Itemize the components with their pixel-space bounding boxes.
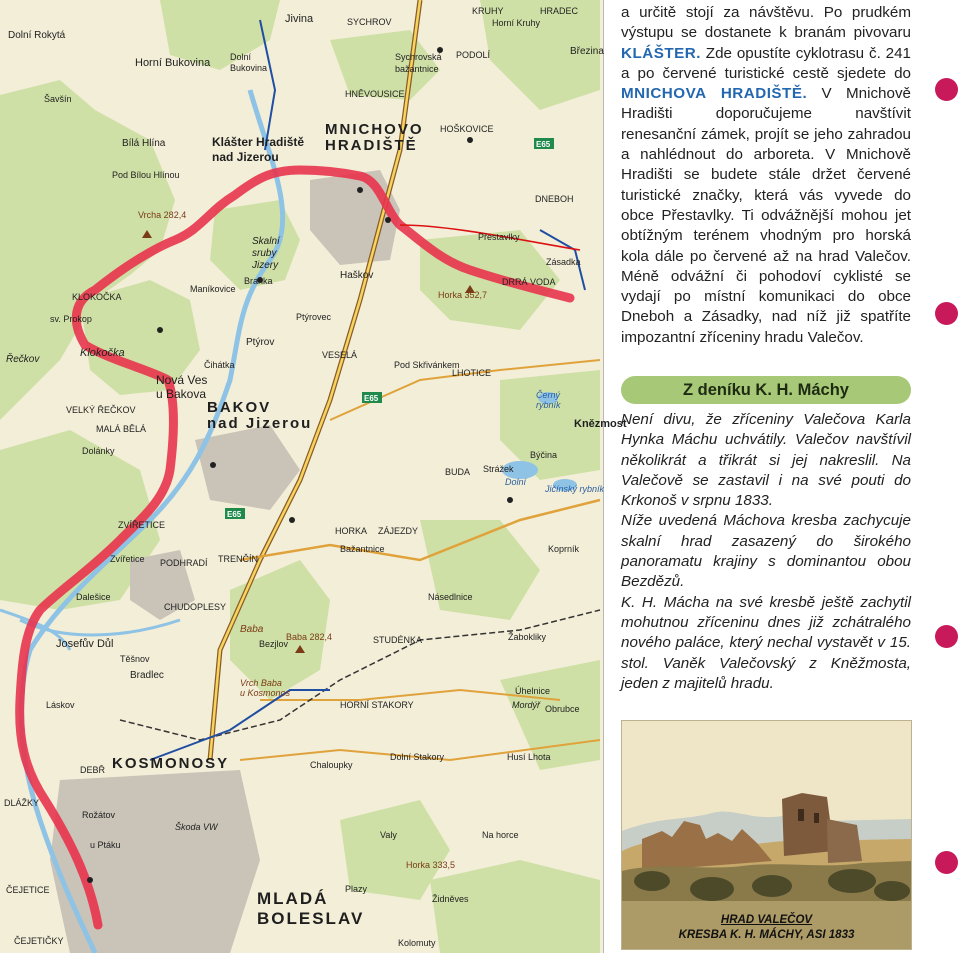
map-label: TRENČÍN	[218, 554, 258, 564]
map-label: u Kosmonos	[240, 688, 291, 698]
map-label: BOLESLAV	[257, 909, 365, 928]
map-label: Husí Lhota	[507, 752, 551, 762]
diary-title: Z deníku K. H. Máchy	[683, 380, 849, 399]
caption-line: HRAD VALEČOV	[720, 914, 813, 926]
map-label: Dolní Rokytá	[8, 30, 66, 41]
map-label: HRADEC	[540, 6, 579, 16]
map-label: Jizery	[252, 260, 279, 271]
map-label: Černý	[536, 390, 561, 400]
poi-marker	[385, 217, 391, 223]
poi-marker	[289, 517, 295, 523]
map-label: PODOLÍ	[456, 50, 491, 60]
map-label: Klášter Hradiště	[212, 135, 305, 149]
map-label: Dolní	[230, 52, 252, 62]
map-label: Bezjlov	[259, 639, 289, 649]
map-label: Sychrovská	[395, 52, 442, 62]
map-label: Koprník	[548, 544, 580, 554]
intro-paragraph	[621, 3, 911, 348]
map-label: Ptýrovec	[296, 312, 332, 322]
map-label: nad Jizerou	[207, 415, 313, 432]
map-label: Dolánky	[82, 446, 115, 456]
diary-section-header	[621, 376, 911, 404]
road	[240, 500, 600, 560]
map-label: Mordýř	[512, 700, 541, 710]
map-label: MNICHOVO	[325, 121, 424, 138]
map-label: Branka	[244, 276, 273, 286]
map-label: BAKOV	[207, 399, 272, 416]
map-label: HOŠKOVICE	[440, 124, 494, 134]
decorative-dot	[935, 851, 958, 874]
valecov-sketch-image	[621, 720, 912, 950]
map-label: Chaloupky	[310, 760, 353, 770]
map-label: rybník	[536, 400, 561, 410]
poi-marker	[507, 497, 513, 503]
map-label: Josefův Důl	[56, 638, 114, 650]
sketch-window	[814, 813, 819, 823]
map-label: ZÁJEZDY	[378, 526, 419, 536]
map-label: Bažantnice	[340, 544, 385, 554]
map-label: Maníkovice	[190, 284, 236, 294]
map-label: Býčina	[530, 450, 558, 460]
map-label: Jičínský rybník	[545, 484, 605, 494]
sketch-tower	[782, 793, 834, 856]
road-shield-label: E65	[364, 394, 379, 403]
map-label: HORKA	[335, 526, 368, 536]
map-label: Řečkov	[6, 354, 40, 365]
sketch-tree	[874, 881, 910, 901]
sketch-caption	[622, 913, 911, 943]
map-label: Bílá Hlína	[122, 138, 166, 149]
map-label: Baba	[240, 624, 264, 635]
map-label: MALÁ BĚLÁ	[96, 424, 147, 434]
map-label: HNĚVOUSICE	[345, 89, 405, 99]
map-label: KLOKOČKA	[72, 292, 122, 302]
poi-marker	[357, 187, 363, 193]
map-label: DNEBOH	[535, 194, 574, 204]
map-label: LHOTICE	[452, 368, 492, 378]
diary-paragraph: Není divu, že zříceniny Valečova Karla Hynka Máchu uchvátily. Valečov navštívil několikrát a třikrát si jej nakreslil. Na Valečově se zastavil i na své pouti do Krkonoš v srpnu 1833.	[621, 411, 911, 510]
map-label: KOSMONOSY	[112, 755, 230, 772]
decorative-dot	[935, 302, 958, 325]
diary-paragraph: K. H. Mácha na své kresbě ještě zachytil mohutnou zříceninu dnes již zchátralého nového paláce, který nechal vystavět v 15. stol. Vaněk Valečovský z Kněžmosta, jeden z majitelů hradu.	[621, 593, 911, 692]
map-label: DLÁŽKY	[4, 798, 40, 808]
map-label: Valy	[380, 830, 397, 840]
map-label: Březina	[570, 46, 604, 57]
map-label: Těšnov	[120, 654, 150, 664]
map-label: Čihátka	[204, 360, 235, 370]
map-label: Horní Kruhy	[492, 18, 541, 28]
map-label: u Ptáku	[90, 840, 121, 850]
map-label: Židněves	[432, 894, 469, 904]
map-label: Skalní	[252, 236, 280, 247]
road-shield-label: E65	[536, 140, 551, 149]
map-label: PODHRADÍ	[160, 558, 208, 568]
intro-text-part: Zde opustíte cyklotrasu č. 241 a po červené turistické cestě sjedete do	[621, 44, 911, 82]
map-label: nad Jizerou	[212, 150, 279, 164]
poi-marker	[467, 137, 473, 143]
hill-label: Baba 282,4	[286, 632, 333, 642]
map-label: Zvířetice	[110, 554, 145, 564]
map-label: sv. Prokop	[50, 314, 92, 324]
map-label: Jivina	[285, 13, 314, 25]
map-label: SYCHROV	[347, 17, 392, 27]
map-label: ČEJETIČKY	[14, 936, 64, 946]
sketch-tree	[828, 869, 876, 893]
map-label: Strážek	[483, 464, 514, 474]
map-label: Rožátov	[82, 810, 116, 820]
map-label: ČEJETICE	[6, 885, 50, 895]
sketch-tree	[690, 877, 734, 901]
map-label: Přestavlky	[478, 232, 520, 242]
map-label: Pod Skřivánkem	[394, 360, 460, 370]
diary-paragraph: Níže uvedená Máchova kresba zachycuje skalní hrad zasazený do širokého panoramatu krajiny s dominantou obou Bezdězů.	[621, 512, 911, 591]
map-label: DRRÁ VODA	[502, 277, 556, 287]
map-label: Ptýrov	[246, 337, 275, 348]
map-label: Plazy	[345, 884, 368, 894]
forest-area	[430, 860, 600, 953]
map-label: STUDÉNKA	[373, 635, 423, 645]
map-label: Úhelnice	[515, 686, 551, 696]
map-label: Bradlec	[130, 670, 164, 681]
map-label: Klokočka	[80, 347, 125, 359]
map-label: ZVÍŘETICE	[118, 520, 166, 530]
map-label: Láskov	[46, 700, 75, 710]
map-label: Dolní Stakory	[390, 752, 445, 762]
sketch-tree	[752, 875, 792, 897]
map-label: sruby	[252, 248, 277, 259]
map-label: Haškov	[340, 270, 374, 281]
map-label: DEBŘ	[80, 765, 106, 775]
map-label: KRUHY	[472, 6, 504, 16]
map-label: bažantnice	[395, 64, 439, 74]
map-label: Dolní	[505, 477, 527, 487]
map-label: Horní Bukovina	[135, 57, 211, 69]
map-label: Na horce	[482, 830, 519, 840]
highlight-mnichovo-hradiste: MNICHOVA HRADIŠTĚ.	[621, 85, 808, 103]
poi-marker	[87, 877, 93, 883]
sketch-window	[798, 809, 804, 821]
map-label: CHUDOPLESY	[164, 602, 227, 612]
hill-label: Horka 352,7	[438, 290, 488, 300]
urban-area	[195, 425, 300, 510]
hill-label: Horka 333,5	[406, 860, 456, 870]
map-label: Dalešice	[76, 592, 111, 602]
map-label: Šavšín	[44, 94, 72, 104]
map-label: Žabokliky	[508, 632, 547, 642]
caption-line: KRESBA K. H. MÁCHY, ASI 1833	[678, 929, 855, 941]
road-shield-label: E65	[227, 510, 242, 519]
map-label: Nová Ves	[156, 373, 208, 387]
map-label: Škoda VW	[175, 822, 218, 832]
map-label: MLADÁ	[257, 889, 329, 908]
map-label: Vrch Baba	[240, 678, 282, 688]
text-column	[621, 0, 911, 953]
decorative-dot	[935, 625, 958, 648]
diary-text	[621, 410, 911, 694]
poi-marker	[210, 462, 216, 468]
map-label: Knězmost	[574, 418, 627, 430]
highlight-klaster: KLÁŠTER.	[621, 44, 701, 62]
map-label: BUDA	[445, 467, 471, 477]
map-label: VESELÁ	[322, 350, 358, 360]
map-label: u Bakova	[156, 387, 207, 401]
map-label: Obrubce	[545, 704, 580, 714]
poi-marker	[157, 327, 163, 333]
map-label: VELKÝ ŘEČKOV	[66, 405, 136, 415]
intro-text-part: a určitě stojí za návštěvu. Po prudkém výstupu se dostanete k branám pivovaru	[621, 4, 911, 42]
decorative-dot	[935, 78, 958, 101]
map-label: Zásadka	[546, 257, 581, 267]
map-label: HORNÍ STAKORY	[340, 700, 414, 710]
map-label: HRADIŠTĚ	[325, 137, 418, 154]
intro-text-part: V Mnichově Hradišti doporučujeme navštívit renesanční zámek, projít se jeho zahradou a nahlédnout do arboreta. V Mnichově Hradišti se budete stále držet červené turistické značky, která vás vyvede do obce Přestavlky. Ti odvážnější mohou jet obtížným terénem vhodným pro horská kola dále po červené až na hrad Valečov. Méně odvážní či pohodoví cyklisté se vydají po místní komunikaci do obce Dneboh a Zásadky, nad níž již spatříte impozantní zříceniny hradu Valečov.	[621, 85, 911, 346]
map-label: Pod Bílou Hlínou	[112, 170, 180, 180]
sketch-wall	[827, 819, 862, 863]
map-label: Kolomuty	[398, 938, 436, 948]
hill-label: Vrcha 282,4	[138, 210, 187, 220]
map-label: Násedlnice	[428, 592, 473, 602]
map-label: Bukovina	[230, 63, 268, 73]
sketch-tree	[634, 871, 670, 891]
